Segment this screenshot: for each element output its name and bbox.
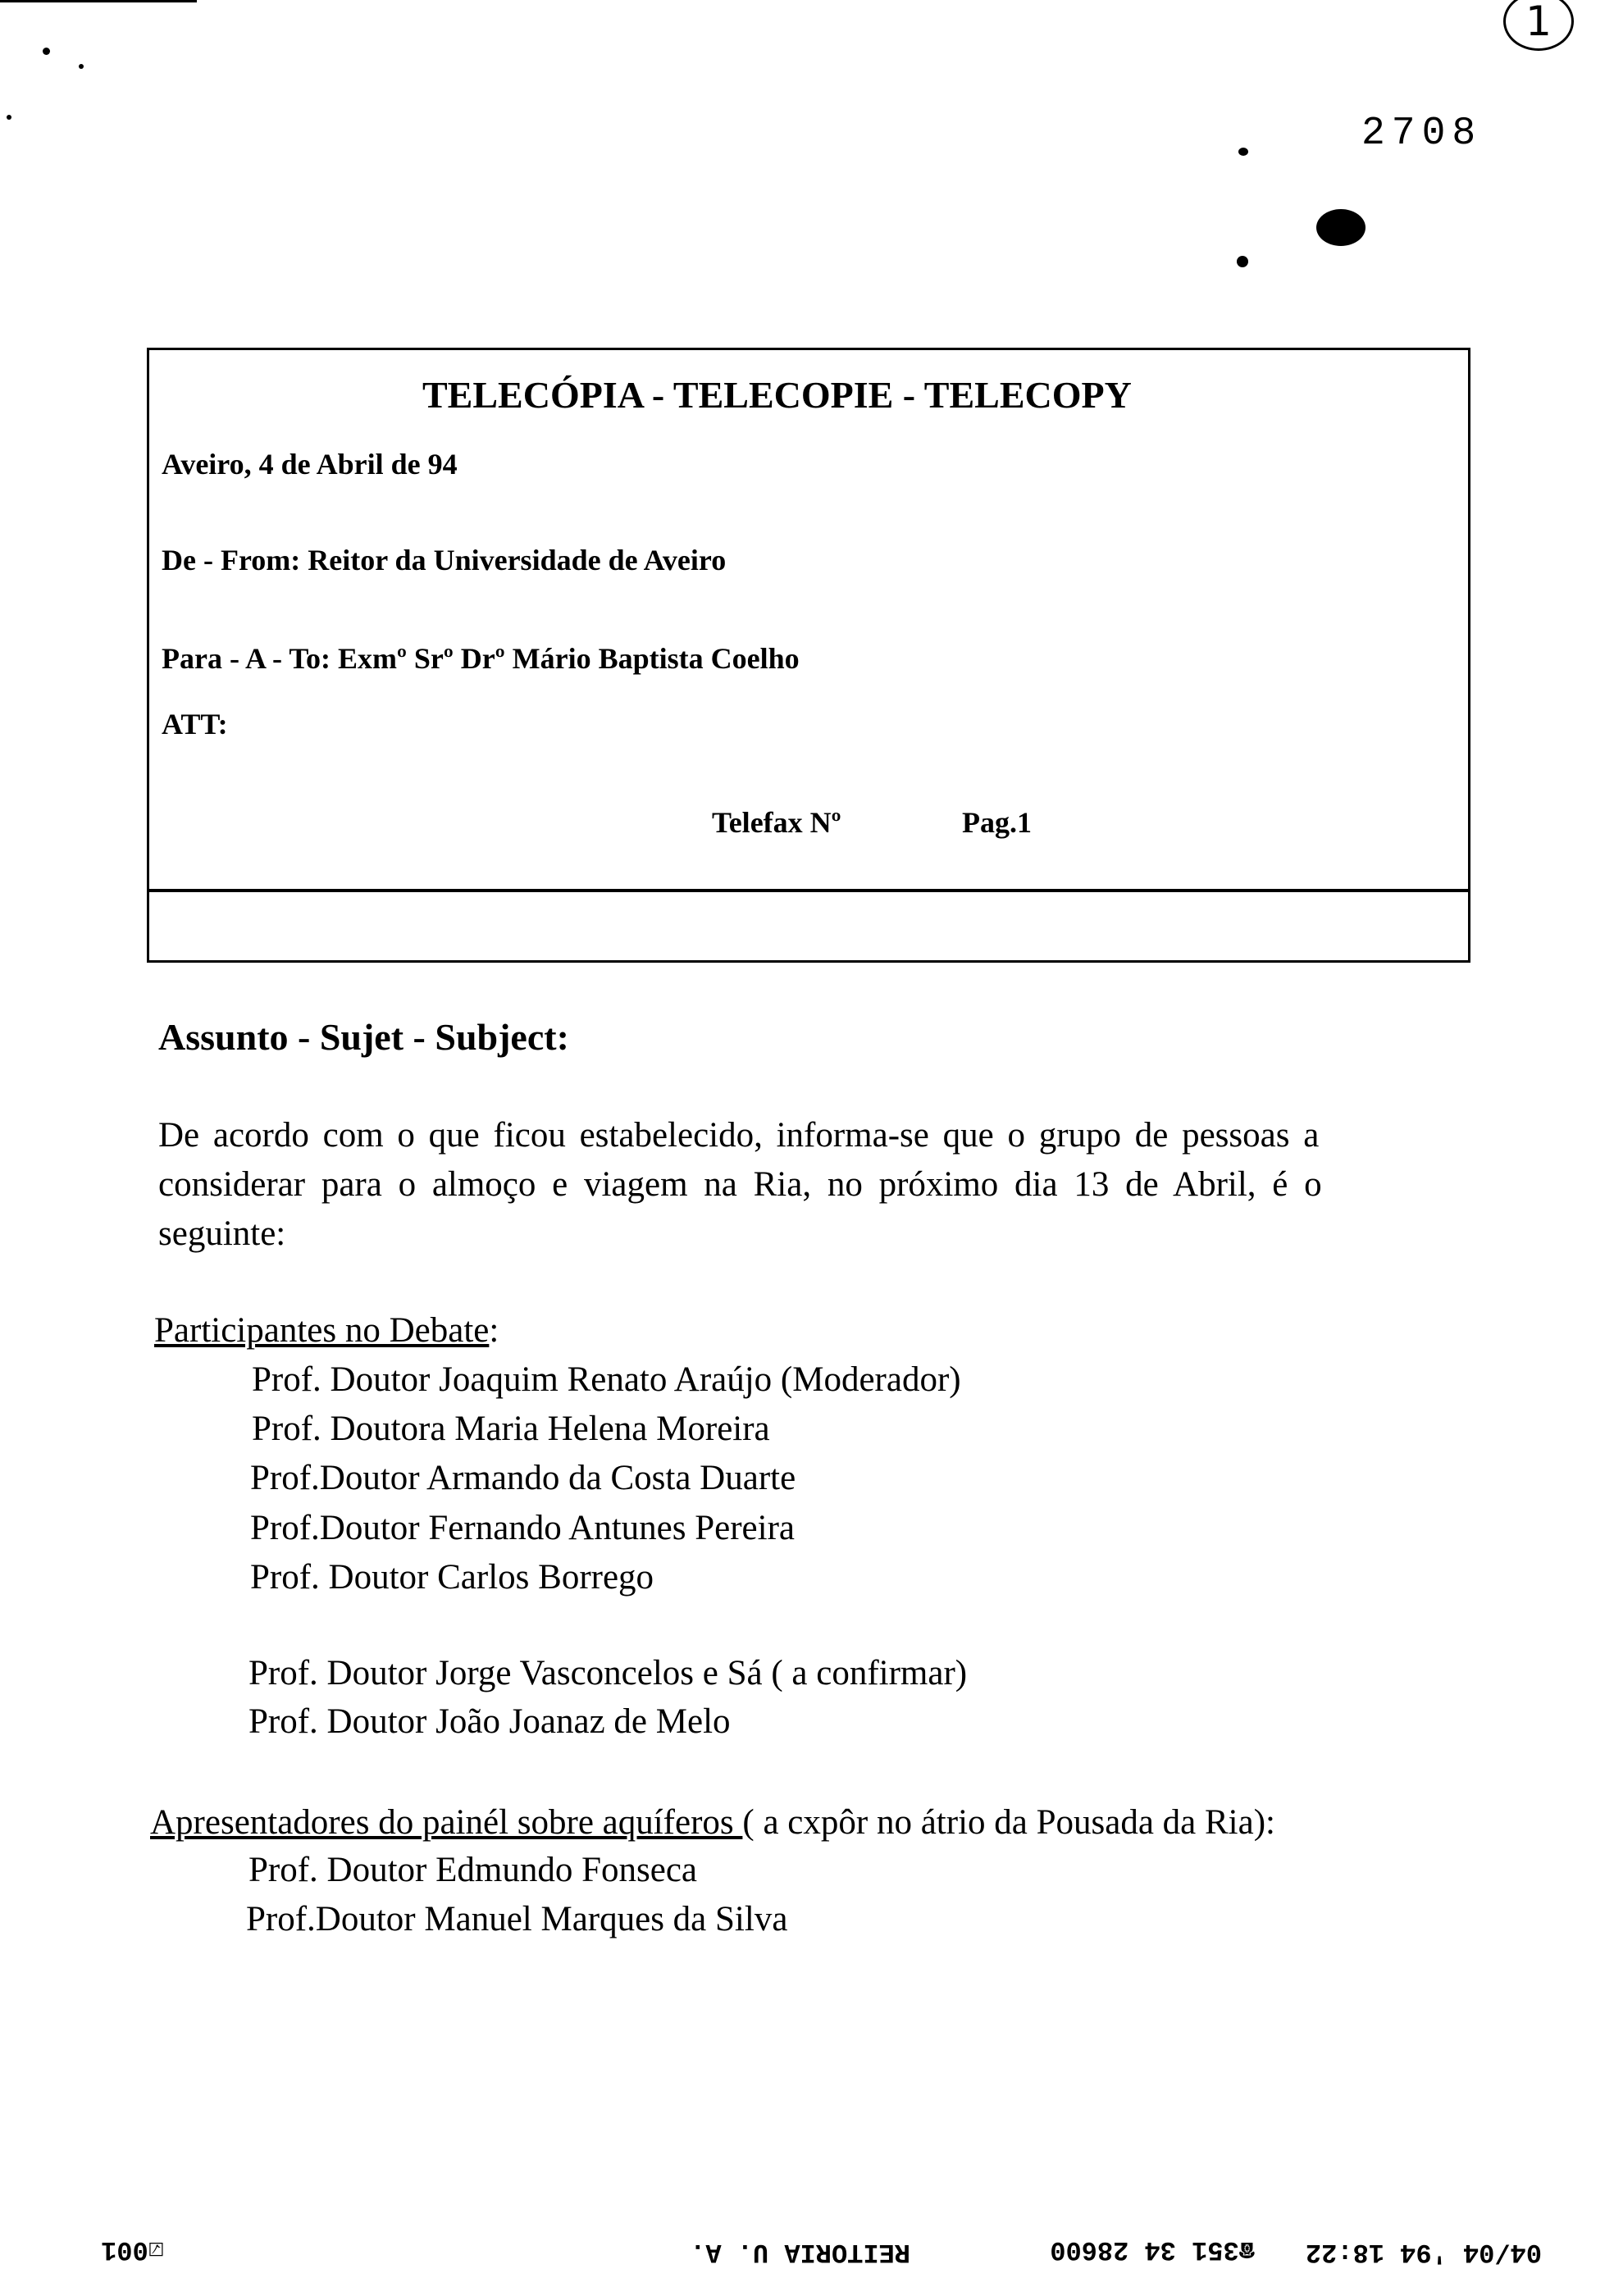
debate-heading-text: Participantes no Debate — [154, 1311, 490, 1350]
speck — [79, 64, 84, 69]
fax-title: TELECÓPIA - TELECOPIE - TELECOPY — [422, 374, 1132, 416]
fax-transmission-footer — [49, 2226, 1542, 2267]
stamp-number: 2708 — [1361, 112, 1483, 156]
debate-member: Prof.Doutor Fernando Antunes Pereira — [250, 1509, 795, 1547]
fax-datetime: 04/04 '94 18:22 — [1305, 2237, 1542, 2267]
page-label: Pag.1 — [962, 806, 1032, 839]
att-line: ATT: — [162, 708, 228, 740]
debate-member: Prof. Doutor João Joanaz de Melo — [248, 1702, 731, 1741]
panel-heading-text: Apresentadores do painél sobre aquíferos — [150, 1803, 743, 1842]
debate-member: Prof. Doutora Maria Helena Moreira — [252, 1410, 770, 1448]
fax-header-divider — [147, 889, 1468, 892]
from-line: De - From: Reitor da Universidade de Aveiro — [162, 544, 727, 576]
panel-heading — [150, 1802, 1275, 1843]
debate-member: Prof. Doutor Carlos Borrego — [250, 1558, 654, 1597]
intro-line: De acordo com o que ficou estabelecido, informa-se que o grupo de pessoas a — [158, 1116, 1320, 1155]
date-line: Aveiro, 4 de Abril de 94 — [162, 448, 458, 481]
panel-member: Prof.Doutor Manuel Marques da Silva — [246, 1900, 788, 1938]
top-edge-line — [0, 0, 197, 2]
page-number-circle: 1 — [1503, 0, 1574, 51]
to-line: Para - A - To: Exmº Srº Drº Mário Baptista Coelho — [162, 642, 800, 675]
fax-phone: ☎351 34 28600 — [1050, 2234, 1255, 2265]
debate-member: Prof. Doutor Jorge Vasconcelos e Sá ( a confirmar) — [248, 1654, 968, 1692]
debate-heading — [154, 1310, 499, 1351]
intro-line: seguinte: — [158, 1214, 286, 1253]
intro-line: considerar para o almoço e viagem na Ria, no próximo dia 13 de Abril, é o — [158, 1165, 1322, 1204]
speck — [43, 48, 50, 55]
fax-page: ☑001 — [101, 2234, 164, 2265]
speck — [7, 115, 11, 120]
debate-member: Prof. Doutor Joaquim Renato Araújo (Moderador) — [252, 1360, 961, 1399]
subject-label: Assunto - Sujet - Subject: — [158, 1016, 569, 1058]
telefax-label: Telefax Nº — [712, 806, 841, 839]
ink-blot — [1316, 209, 1366, 246]
speck — [1238, 148, 1248, 156]
fax-sender: REITORIA U. A. — [690, 2237, 910, 2267]
panel-heading-note: ( a cxpôr no átrio da Pousada da Ria): — [742, 1803, 1275, 1842]
panel-member: Prof. Doutor Edmundo Fonseca — [248, 1851, 697, 1889]
debate-member: Prof.Doutor Armando da Costa Duarte — [250, 1459, 796, 1497]
debate-heading-colon: : — [489, 1311, 499, 1350]
speck — [1237, 256, 1248, 267]
